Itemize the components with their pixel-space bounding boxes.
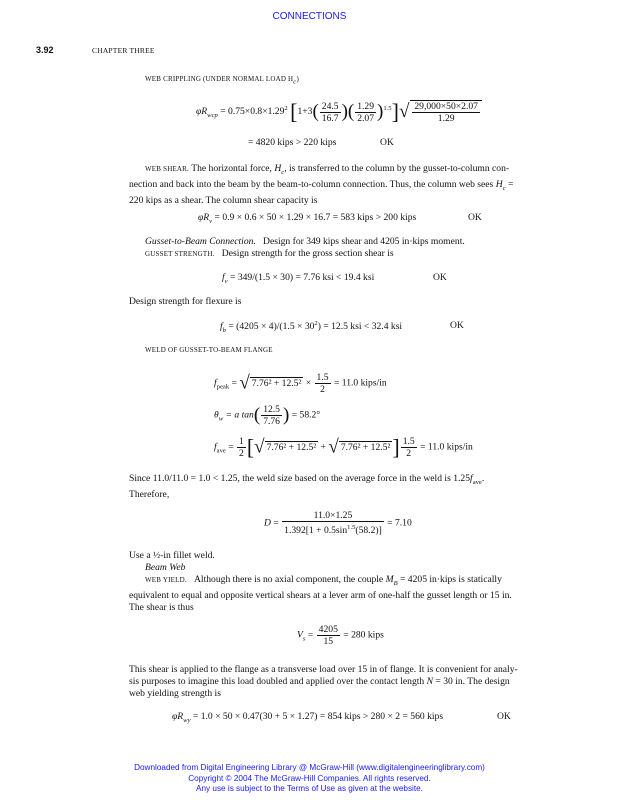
web-yield-equation: $\varphi R_{wy} = 1.0 \times 50 \times 0.47(30 + 5 \times 1.27) = 854$ kips > 280 × 2 = 560 kips	[172, 711, 444, 724]
gusset-strength-paragraph: GUSSET STRENGTH. Design strength for the gross section shear is	[145, 248, 394, 259]
web-yield-paragraph: WEB YIELD. Although there is no axial component, the couple $M_B = 4205$ in·kips is statically equivalent to equal and opposite vertical shears at a lever arm of one-half the gusset length or 15 in. The shear is thus	[129, 574, 512, 613]
fillet-weld-text: Use a ½-in fillet weld.	[129, 550, 215, 561]
fpeak-equation: $f_{peak}$ = √ 7.76² + 12.5² × $\frac{1.5}{2}$ = 11.0 kips/in	[214, 372, 387, 395]
theta-equation: $\theta_w = a$ tan( $\frac{12.5}{7.76}$ ) = 58.2°	[214, 404, 321, 427]
web-crippling-result: = 4820 kips > 220 kips	[248, 137, 337, 148]
weld-size-equation: D = $\frac{11.0\times 1.25}{1.392[1 + 0.5\sin^{1.5}(58.2)]}$ = 7.10	[264, 510, 412, 537]
web-crippling-ok: OK	[380, 137, 394, 148]
gusset-to-beam-paragraph: Gusset-to-Beam Connection. Design for 349 kips shear and 4205 in·kips moment.	[145, 236, 465, 247]
fv-ok: OK	[433, 272, 447, 283]
fave-equation: $f_{ave}$ = $\frac{1}{2}$ [√ 7.76² + 12.5² + √ 7.76² + 12.5²] $\frac{1.5}{2}$ = 11.0 kips/in	[214, 434, 473, 460]
footer-copyright-line[interactable]: Copyright © 2004 The McGraw-Hill Companies. All rights reserved.	[188, 773, 431, 783]
web-shear-paragraph: WEB SHEAR. The horizontal force, $H_c$, is transferred to the column by the gusset-to-column con- nection and back into the beam by the beam-to-column connection. Thus, the column web sees $H_c$ = 220 kips as a shear. The column shear capacity is	[129, 163, 514, 206]
footer-download-line[interactable]: Downloaded from Digital Engineering Library @ McGraw-Hill (www.digitalengineeringlibrary.com)	[134, 763, 485, 772]
running-title[interactable]: CONNECTIONS	[272, 11, 347, 22]
fb-equation: $f_b = (4205 \times 4)/(1.5 \times 30^2) = 12.5$ ksi < 32.4 ksi	[220, 320, 403, 335]
web-crippling-heading: WEB CRIPPLING (UNDER NORMAL LOAD $H_c$)	[145, 75, 299, 86]
web-crippling-equation: $\varphi R_{wcp} = 0.75\times 0.8\times 1.29^2$ [1+3( $\frac{24.5}{16.7}$ )( $\frac{1.29}{2.07}$ )$^{1.5}$]√ $\frac{29,000\times 50\times 2.07}{1.29}$	[196, 100, 483, 124]
footer-notice[interactable]	[0, 763, 619, 795]
column-shear-equation: $\varphi R_v = 0.9 \times 0.6 \times 50 \times 1.29 \times 16.7 = 583$ kips > 200 kips	[198, 212, 417, 225]
fb-ok: OK	[450, 320, 464, 331]
web-yield-ok: OK	[497, 711, 511, 722]
transverse-load-paragraph: This shear is applied to the flange as a transverse load over 15 in of flange. It is convenient for analy- sis purposes to imagine this load doubled and applied over the contact length N = 30 in. The design web yielding strength is	[129, 664, 518, 699]
column-shear-ok: OK	[468, 212, 482, 223]
fv-equation: $f_v = 349/(1.5 \times 30) = 7.76$ ksi < 19.4 ksi	[222, 272, 375, 285]
weld-heading: WELD OF GUSSET-TO-BEAM FLANGE	[145, 346, 273, 354]
chapter-label: CHAPTER THREE	[92, 46, 155, 55]
beam-web-title: Beam Web	[145, 562, 186, 573]
vs-equation: $V_s$ = $\frac{4205}{15}$ = 280 kips	[297, 624, 384, 647]
page-number: 3.92	[36, 45, 54, 55]
flexure-text: Design strength for flexure is	[129, 296, 242, 307]
weld-size-paragraph: Since 11.0/11.0 = 1.0 < 1.25, the weld size based on the average force in the weld is $1.25f_{ave}$. Therefore,	[129, 473, 485, 500]
footer-terms-line[interactable]: Any use is subject to the Terms of Use as given at the website.	[196, 784, 423, 793]
